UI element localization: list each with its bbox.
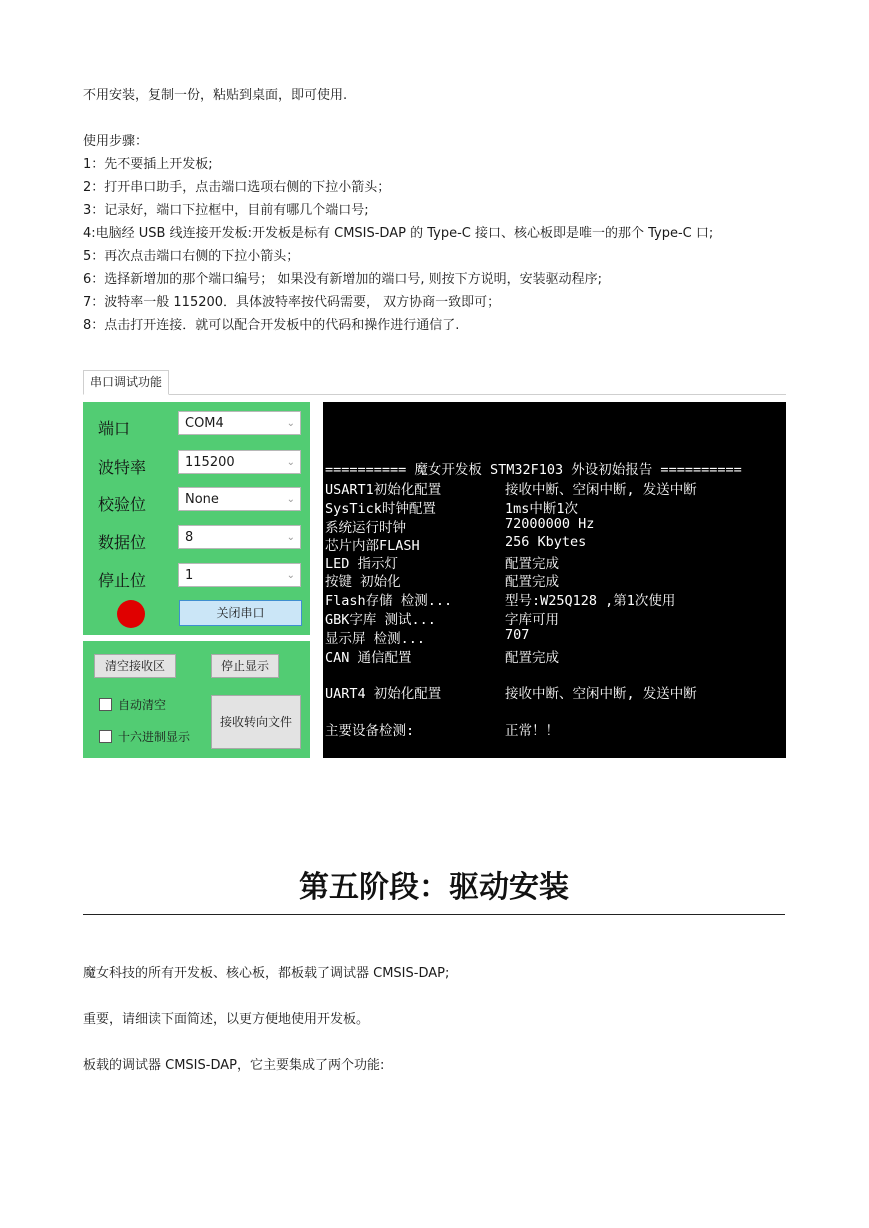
- paragraph: 板载的调试器 CMSIS-DAP，它主要集成了两个功能:: [83, 1058, 385, 1073]
- checkbox-box: [99, 698, 112, 711]
- port-select[interactable]: [178, 411, 301, 435]
- intro-text: 不用安装，复制一份，粘贴到桌面，即可使用.: [83, 88, 348, 103]
- terminal-value: 接收中断、空闲中断, 发送中断: [505, 482, 697, 498]
- hex-display-checkbox[interactable]: [99, 728, 190, 745]
- terminal-key: Flash存储 检测...: [325, 593, 453, 609]
- terminal-value: 型号:W25Q128 ,第1次使用: [505, 593, 676, 609]
- terminal-value: 707: [505, 627, 530, 643]
- step-item: 1：先不要插上开发板;: [83, 157, 213, 172]
- terminal-value: 配置完成: [505, 650, 559, 666]
- step-item: 8：点击打开连接．就可以配合开发板中的代码和操作进行通信了.: [83, 318, 460, 333]
- terminal-value: 1ms中断1次: [505, 501, 579, 517]
- step-item: 6：选择新增加的那个端口编号； 如果没有新增加的端口号, 则按下方说明，安装驱动程序;: [83, 272, 603, 287]
- auto-clear-checkbox[interactable]: [99, 696, 166, 713]
- terminal-key: LED 指示灯: [325, 556, 399, 572]
- port-value: COM4: [185, 416, 224, 431]
- terminal-value: 256 Kbytes: [505, 534, 587, 550]
- baud-select[interactable]: [178, 450, 301, 474]
- auto-clear-label: 自动清空: [118, 698, 167, 712]
- baud-value: 115200: [185, 455, 235, 470]
- step-item: 7：波特率一般 115200．具体波特率按代码需要， 双方协商一致即可；: [83, 295, 501, 310]
- section-heading: 第五阶段：驱动安装: [299, 870, 569, 905]
- parity-label: 校验位: [98, 495, 147, 514]
- serial-tool-tabbar: [83, 370, 786, 395]
- terminal-key: UART4 初始化配置: [325, 686, 442, 702]
- chevron-down-icon: ⌄: [286, 532, 295, 543]
- steps-list: [83, 153, 713, 337]
- terminal-value: 配置完成: [505, 574, 559, 590]
- terminal-header: ========== 魔女开发板 STM32F103 外设初始报告 ==========: [325, 462, 742, 478]
- terminal-value: 配置完成: [505, 556, 559, 572]
- rx-to-file-button[interactable]: 接收转向文件: [211, 695, 301, 749]
- terminal-key: 芯片内部FLASH: [325, 538, 420, 554]
- stop-display-button[interactable]: 停止显示: [211, 654, 279, 678]
- paragraph: 重要，请细读下面简述，以更方便地使用开发板。: [83, 1012, 370, 1027]
- databits-select[interactable]: [178, 525, 301, 549]
- clear-rx-button[interactable]: 清空接收区: [94, 654, 176, 678]
- terminal-key: 按键 初始化: [325, 574, 401, 590]
- terminal-value: 接收中断、空闲中断, 发送中断: [505, 686, 697, 702]
- step-item: 5：再次点击端口右侧的下拉小箭头；: [83, 249, 300, 264]
- terminal-key: GBK字库 测试...: [325, 612, 436, 628]
- step-item: 3：记录好，端口下拉框中，目前有哪几个端口号;: [83, 203, 369, 218]
- databits-label: 数据位: [98, 533, 147, 552]
- terminal-value: 正常！！: [505, 723, 559, 739]
- baud-label: 波特率: [98, 458, 147, 477]
- port-label: 端口: [98, 419, 131, 438]
- hex-display-label: 十六进制显示: [118, 730, 191, 744]
- checkbox-box: [99, 730, 112, 743]
- steps-title: 使用步骤：: [83, 134, 149, 149]
- parity-value: None: [185, 492, 219, 507]
- tab-serial-debug[interactable]: 串口调试功能: [83, 370, 169, 395]
- serial-terminal[interactable]: [323, 402, 786, 758]
- terminal-value: 72000000 Hz: [505, 516, 595, 532]
- close-port-button[interactable]: 关闭串口: [179, 600, 302, 626]
- chevron-down-icon: ⌄: [286, 570, 295, 581]
- step-item: 2：打开串口助手，点击端口选项右侧的下拉小箭头；: [83, 180, 391, 195]
- terminal-key: 主要设备检测:: [325, 723, 415, 739]
- terminal-key: 显示屏 检测...: [325, 631, 426, 647]
- terminal-key: USART1初始化配置: [325, 482, 442, 498]
- stopbits-value: 1: [185, 568, 194, 583]
- databits-value: 8: [185, 530, 194, 545]
- chevron-down-icon: ⌄: [286, 418, 295, 429]
- terminal-key: SysTick时钟配置: [325, 501, 436, 517]
- port-status-led: [117, 600, 145, 628]
- heading-divider: [83, 914, 785, 915]
- parity-select[interactable]: [178, 487, 301, 511]
- step-item: 4:电脑经 USB 线连接开发板:开发板是标有 CMSIS-DAP 的 Type-C 接口、核心板即是唯一的那个 Type-C 口;: [83, 226, 714, 241]
- paragraph: 魔女科技的所有开发板、核心板，都板载了调试器 CMSIS-DAP;: [83, 966, 450, 981]
- chevron-down-icon: ⌄: [286, 457, 295, 468]
- serial-settings-panel: [83, 402, 310, 635]
- terminal-key: CAN 通信配置: [325, 650, 412, 666]
- terminal-value: 字库可用: [505, 612, 559, 628]
- stopbits-label: 停止位: [98, 571, 147, 590]
- chevron-down-icon: ⌄: [286, 494, 295, 505]
- terminal-key: 系统运行时钟: [325, 520, 406, 536]
- stopbits-select[interactable]: [178, 563, 301, 587]
- receive-controls-panel: [83, 641, 310, 758]
